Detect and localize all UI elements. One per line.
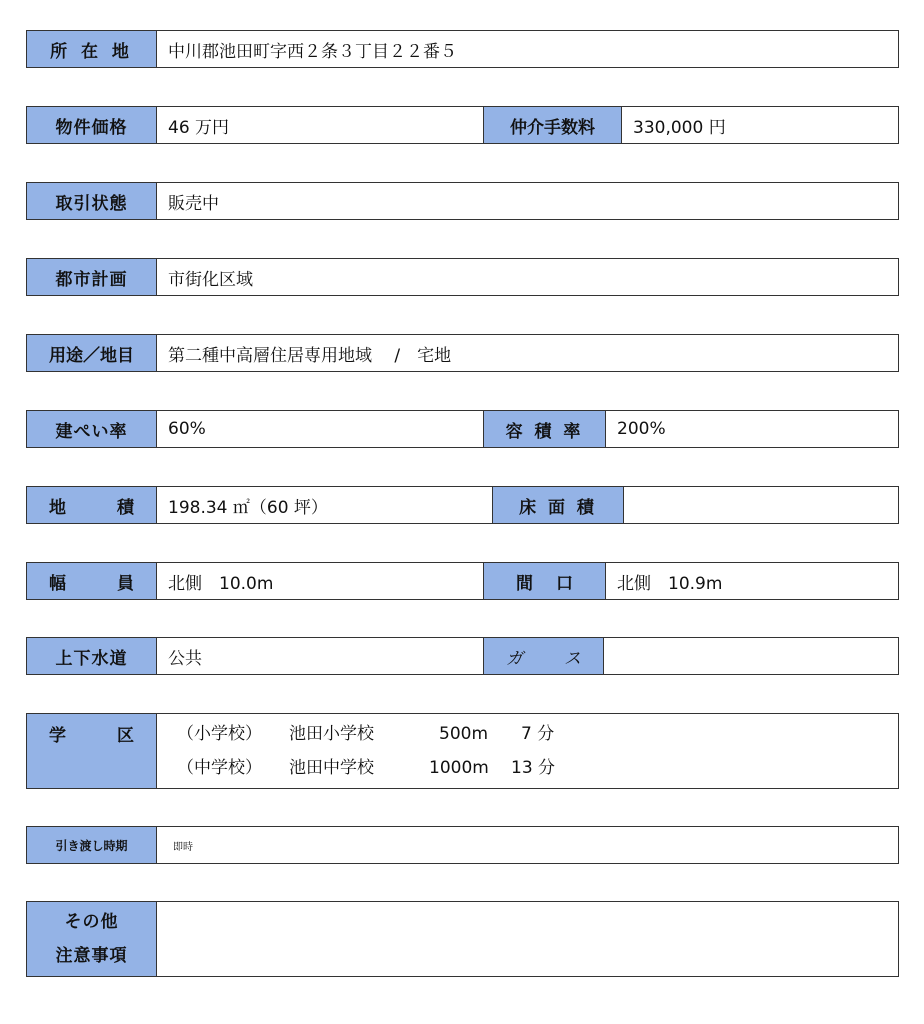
area-label-a: 地 bbox=[49, 497, 66, 518]
area-label bbox=[26, 486, 157, 524]
notes-value bbox=[157, 901, 899, 977]
school-type: （中学校） bbox=[177, 758, 262, 778]
school-time: 13 分 bbox=[511, 758, 556, 778]
floor-area-label: 床 面 積 bbox=[493, 486, 624, 524]
price-label: 物件価格 bbox=[26, 106, 157, 144]
area-label-b: 積 bbox=[117, 497, 134, 518]
zoning-value: 第二種中高層住居専用地域 / 宅地 bbox=[157, 334, 899, 372]
road-width-label-b: 員 bbox=[117, 573, 134, 594]
frontage-label-b: 口 bbox=[556, 573, 573, 594]
status-row bbox=[26, 182, 899, 220]
school-type: （小学校） bbox=[177, 724, 262, 744]
city-planning-value: 市街化区域 bbox=[157, 258, 899, 296]
coverage-row bbox=[26, 410, 899, 448]
school-district-row bbox=[26, 713, 899, 789]
gas-label-a: ガ bbox=[506, 648, 523, 669]
city-planning-row bbox=[26, 258, 899, 296]
notes-label bbox=[26, 901, 157, 977]
water-value: 公共 bbox=[157, 637, 484, 675]
gas-label bbox=[484, 637, 604, 675]
school-line-junior-high bbox=[177, 751, 571, 785]
school-name: 池田小学校 bbox=[289, 724, 374, 744]
water-label: 上下水道 bbox=[26, 637, 157, 675]
price-row bbox=[26, 106, 899, 144]
school-line-elementary bbox=[177, 717, 581, 751]
area-value: 198.34 ㎡（60 坪） bbox=[157, 486, 493, 524]
notes-label-line1: その他 bbox=[64, 912, 119, 932]
fee-label: 仲介手数料 bbox=[484, 106, 622, 144]
city-planning-label: 都市計画 bbox=[26, 258, 157, 296]
floor-area-value bbox=[624, 486, 899, 524]
water-row bbox=[26, 637, 899, 675]
frontage-value: 北側 10.9m bbox=[606, 562, 899, 600]
zoning-row bbox=[26, 334, 899, 372]
school-district-value bbox=[157, 713, 899, 789]
school-district-label-b: 区 bbox=[117, 726, 134, 746]
road-width-row bbox=[26, 562, 899, 600]
address-value: 中川郡池田町字西２条３丁目２２番５ bbox=[157, 30, 899, 68]
school-district-label-a: 学 bbox=[49, 726, 66, 746]
school-distance: 1000m bbox=[429, 758, 489, 778]
handover-value: 即時 bbox=[157, 826, 899, 864]
far-label: 容 積 率 bbox=[484, 410, 606, 448]
road-width-label-a: 幅 bbox=[49, 573, 66, 594]
coverage-value: 60% bbox=[157, 410, 484, 448]
frontage-label bbox=[484, 562, 606, 600]
notes-label-line2: 注意事項 bbox=[55, 946, 128, 966]
zoning-label: 用途／地目 bbox=[26, 334, 157, 372]
coverage-label: 建ぺい率 bbox=[26, 410, 157, 448]
status-label: 取引状態 bbox=[26, 182, 157, 220]
status-value: 販売中 bbox=[157, 182, 899, 220]
address-label: 所 在 地 bbox=[26, 30, 157, 68]
school-district-label bbox=[26, 713, 157, 789]
far-value: 200% bbox=[606, 410, 899, 448]
notes-row bbox=[26, 901, 899, 977]
frontage-label-a: 間 bbox=[516, 573, 533, 594]
fee-value: 330,000 円 bbox=[622, 106, 899, 144]
road-width-label bbox=[26, 562, 157, 600]
gas-value bbox=[604, 637, 899, 675]
handover-label: 引き渡し時期 bbox=[26, 826, 157, 864]
gas-label-b: ス bbox=[564, 648, 581, 669]
address-row bbox=[26, 30, 899, 68]
handover-row bbox=[26, 826, 899, 864]
road-width-value: 北側 10.0m bbox=[157, 562, 484, 600]
school-distance: 500m bbox=[439, 724, 489, 744]
school-time: 7 分 bbox=[521, 724, 555, 744]
area-row bbox=[26, 486, 899, 524]
price-value: 46 万円 bbox=[157, 106, 484, 144]
school-name: 池田中学校 bbox=[289, 758, 374, 778]
